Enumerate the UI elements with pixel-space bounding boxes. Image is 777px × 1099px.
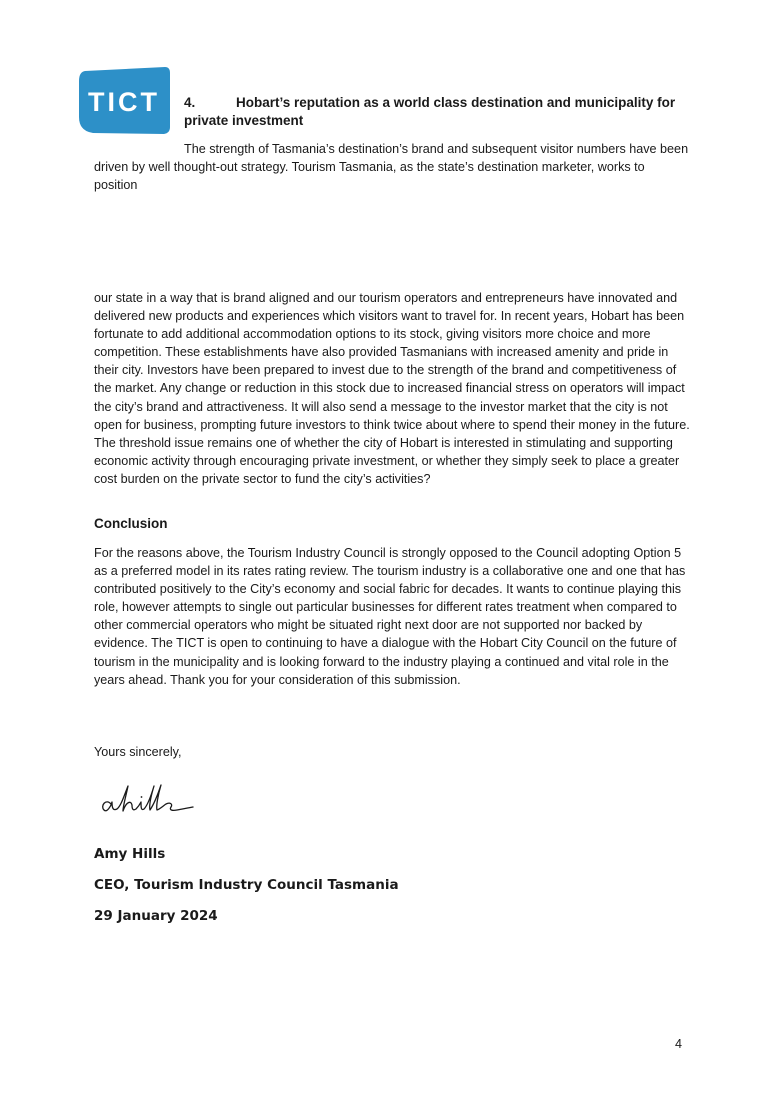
main-paragraph: our state in a way that is brand aligned and our tourism operators and entrepreneurs have innovated and delivered new products and experiences which visitors want to travel for. In recent years, Hobart has been fortunate to add additional accommodation options to its stock, giving visitors more choice and more competition. These establishments have also provided Tasmanians with increased amenity and pride in their city. Investors have been prepared to invest due to the strength of the brand and competitiveness of the market. Any change or reduction in this stock due to increased financial stress on operators will impact the city’s brand and attractiveness. It will also send a message to the investor market that the city is not open for business, prompting future investors to think twice about where to spend their money in the future. The threshold issue remains one of whether the city of Hobart is interested in stimulating and supporting economic activity through encouraging private investment, or whether they simply seek to place a greater cost burden on the private sector to fund the city’s activities? <box>94 291 690 486</box>
signer-name: Amy Hills <box>94 846 166 862</box>
salutation: Yours sincerely, <box>94 745 182 759</box>
intro-paragraph: The strength of Tasmania’s destination’s brand and subsequent visitor numbers have been driven by well thought-out strategy. Tourism Tasmania, as the state’s destination marketer, works to position <box>94 142 689 193</box>
signature <box>98 778 198 820</box>
page-number: 4 <box>675 1037 683 1051</box>
logo-text: TICT <box>88 87 160 117</box>
section-number: 4. <box>184 95 196 110</box>
section-title: Hobart’s reputation as a world class destination and municipality for private investment <box>184 95 676 128</box>
sign-date: 29 January 2024 <box>94 908 218 924</box>
conclusion-paragraph: For the reasons above, the Tourism Industry Council is strongly opposed to the Council adopting Option 5 as a preferred model in its rates rating review. The tourism industry is a collaborative one and one that has contributed positively to the City’s economy and social fabric for decades. It wants to continue playing this role, however attempts to single out particular businesses for different rates treatment when compared to other commercial operators who might be situated right next door are not supported nor backed by evidence. The TICT is open to continuing to have a dialogue with the Hobart City Council on the future of tourism in the municipality and is looking forward to the industry playing a continued and vital role in the years ahead. Thank you for your consideration of this submission. <box>94 546 686 687</box>
tict-logo <box>79 67 170 135</box>
section-heading <box>184 94 704 130</box>
signer-title: CEO, Tourism Industry Council Tasmania <box>94 877 399 893</box>
conclusion-heading: Conclusion <box>94 516 168 531</box>
